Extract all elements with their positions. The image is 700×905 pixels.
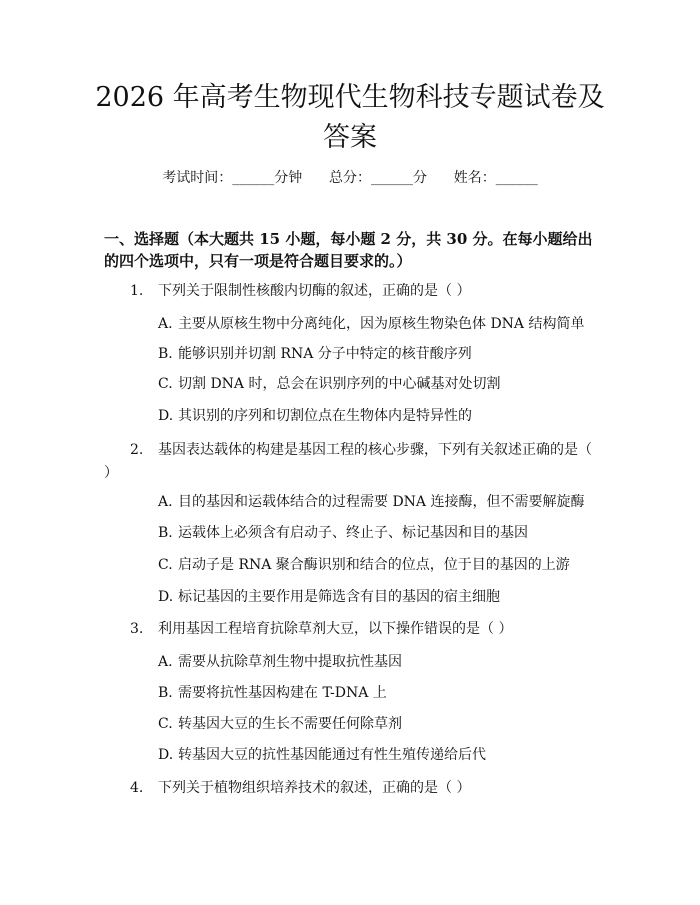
option-text: 主要从原核生物中分离纯化，因为原核生物染色体 DNA 结构简单 (178, 316, 585, 332)
option-letter: A. (158, 654, 173, 670)
question-2-option-b (158, 522, 608, 544)
question-number: 1. (130, 283, 144, 299)
question-stem: 利用基因工程培育抗除草剂大豆，以下操作错误的是（ ） (158, 621, 513, 637)
question-2-option-c (158, 554, 608, 576)
option-text: 需要从抗除草剂生物中提取抗性基因 (178, 654, 402, 670)
question-1-option-d (158, 405, 608, 427)
question-1-option-a (158, 313, 608, 335)
option-text: 标记基因的主要作用是筛选含有目的基因的宿主细胞 (178, 589, 500, 605)
option-letter: D. (158, 408, 174, 424)
option-letter: C. (158, 716, 173, 732)
question-1-option-b (158, 343, 608, 365)
question-stem: 下列关于限制性核酸内切酶的叙述，正确的是（ ） (158, 283, 471, 299)
option-text: 切割 DNA 时，总会在识别序列的中心碱基对处切割 (178, 376, 501, 392)
question-3-option-b (158, 682, 608, 704)
section-heading: 一、选择题（本大题共 15 小题，每小题 2 分，共 30 分。在每小题给出的四个选项中，只有一项是符合题目要求的。） (104, 230, 593, 270)
option-text: 运载体上必须含有启动子、终止子、标记基因和目的基因 (178, 525, 528, 541)
option-text: 其识别的序列和切割位点在生物体内是特异性的 (178, 408, 472, 424)
option-letter: D. (158, 747, 174, 763)
option-letter: B. (158, 685, 173, 701)
option-letter: D. (158, 589, 174, 605)
option-text: 目的基因和运载体结合的过程需要 DNA 连接酶，但不需要解旋酶 (178, 494, 585, 510)
question-3-option-a (158, 651, 608, 673)
option-letter: B. (158, 346, 173, 362)
option-letter: C. (158, 557, 173, 573)
option-text: 能够识别并切割 RNA 分子中特定的核苷酸序列 (178, 346, 472, 362)
option-letter: A. (158, 494, 173, 510)
question-2-option-d (158, 586, 608, 608)
question-1 (104, 280, 602, 303)
page-title: 2026 年高考生物现代生物科技专题试卷及答案 (95, 82, 605, 153)
option-letter: C. (158, 376, 173, 392)
question-3 (104, 618, 602, 641)
question-3-option-d (158, 744, 608, 766)
exam-info-line: 考试时间：______分钟 总分：______分 姓名：______ (162, 170, 538, 186)
question-4 (104, 777, 602, 800)
option-text: 需要将抗性基因构建在 T-DNA 上 (178, 685, 387, 701)
question-number: 3. (130, 621, 144, 637)
option-letter: B. (158, 525, 173, 541)
question-2-option-a (158, 491, 608, 513)
question-stem: 基因表达载体的构建是基因工程的核心步骤，下列有关叙述正确的是（ ） (104, 442, 592, 481)
option-letter: A. (158, 316, 173, 332)
question-3-option-c (158, 713, 608, 735)
question-number: 2. (130, 442, 144, 458)
question-number: 4. (130, 780, 144, 796)
option-text: 启动子是 RNA 聚合酶识别和结合的位点，位于目的基因的上游 (178, 557, 570, 573)
option-text: 转基因大豆的抗性基因能通过有性生殖传递给后代 (178, 747, 486, 763)
question-2 (104, 439, 602, 485)
option-text: 转基因大豆的生长不需要任何除草剂 (178, 716, 402, 732)
question-1-option-c (158, 373, 608, 395)
question-stem: 下列关于植物组织培养技术的叙述，正确的是（ ） (158, 780, 471, 796)
